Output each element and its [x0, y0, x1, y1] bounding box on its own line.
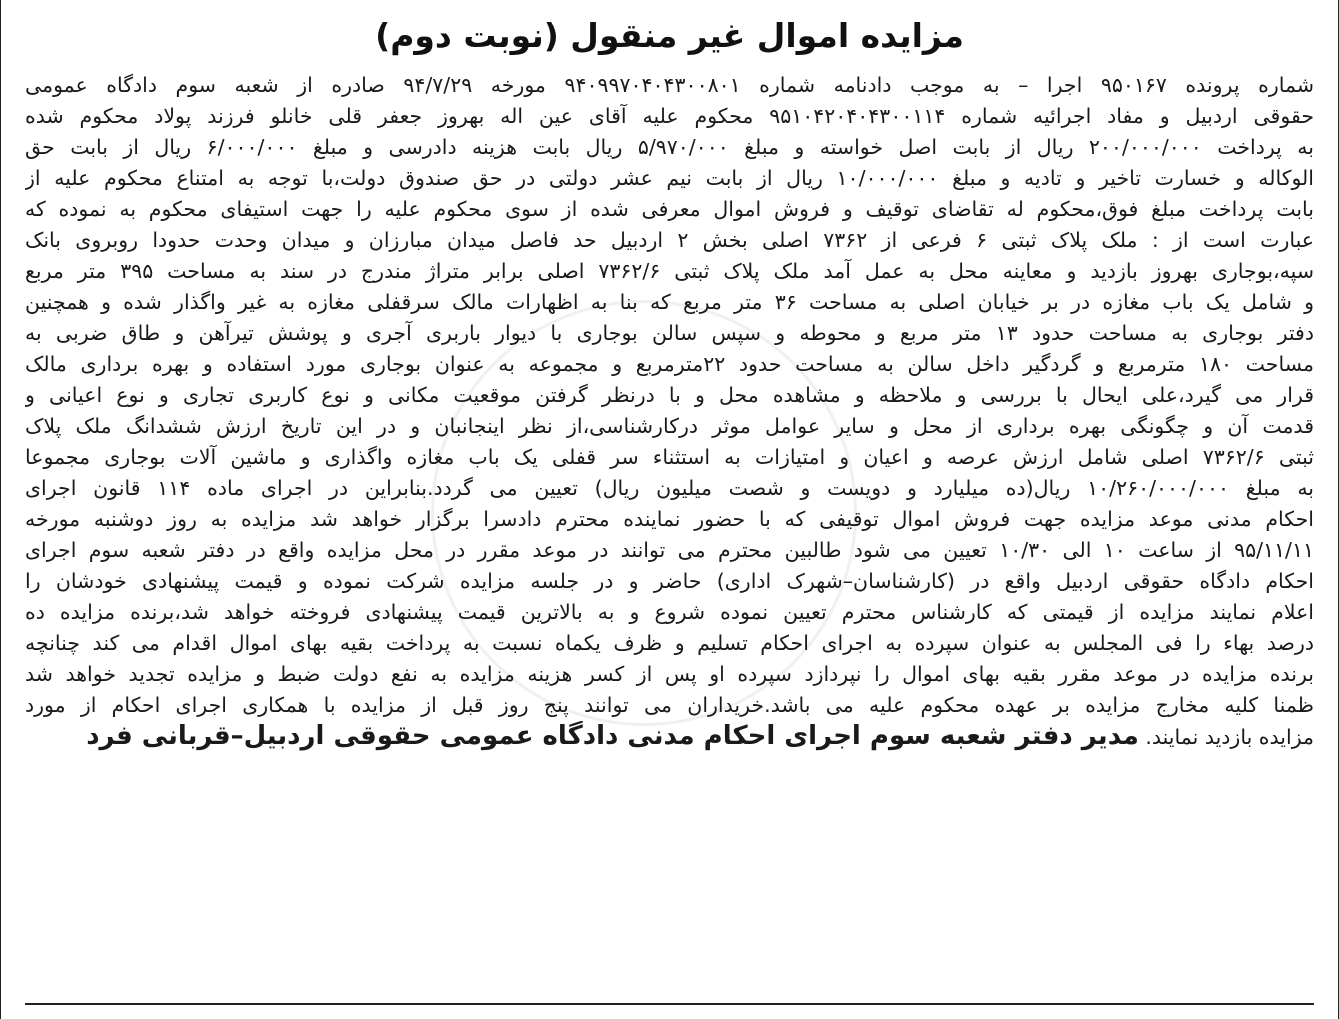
body-line: ۹۵/۱۱/۱۱ از ساعت ۱۰ الی ۱۰/۳۰ تعیین می شود طالبین محترم می توانند در موعد مقرر در محل مزایده واقع در دفتر شعبه سوم اجرای [25, 538, 1314, 562]
body-line: ثبتی ۷۳۶۲/۶ اصلی شامل ارزش عرصه و اعیان و امتیازات به استثناء سر قفلی یک باب مغازه واگذاری و ماشین آلات بوجاری مجموعا [25, 445, 1314, 469]
body-line: قدمت آن و چگونگی بهره برداری از محل و سایر عوامل موثر درکارشناسی،از نظر اینجانبان و در این تاریخ ارزش ششدانگ ملک پلاک [25, 414, 1314, 438]
body-line: احکام مدنی موعد مزایده جهت فروش اموال توقیفی که با حضور نماینده محترم دادسرا برگزار خواهد شد مزایده به روز دوشنبه مورخه [25, 507, 1314, 531]
body-line: مساحت ۱۸۰ مترمربع و گردگیر داخل سالن به مساحت حدود ۲۲مترمربع و مجموعه به عنوان بوجاری مورد استفاده و بهره برداری مالک [25, 352, 1314, 376]
body-line: الوکاله و خسارت تاخیر و تادیه و مبلغ ۱۰/۰۰۰/۰۰۰ ریال از بابت نیم عشر دولتی در حق صندوق دولت،با توجه به امتناع محکوم علیه از [25, 166, 1314, 190]
body-line: عبارت است از : ملک پلاک ثبتی ۶ فرعی از ۷۳۶۲ اصلی بخش ۲ اردبیل حد فاصل میدان مبارزان و میدان وحدت حدودا روبروی بانک [25, 228, 1314, 252]
body-line: درصد بهاء را فی المجلس به عنوان سپرده به اجرای احکام تسلیم و ظرف یکماه نسبت به پرداخت بقیه بهای اموال اقدام می کند چنانچه [25, 631, 1314, 655]
body-line: بابت پرداخت مبلغ فوق،محکوم له تقاضای توقیف و فروش اموال معرفی شده از سوی محکوم علیه را جهت استیفای محکوم به نموده که [25, 197, 1314, 221]
body-line: به پرداخت ۲۰۰/۰۰۰/۰۰۰ ریال از بابت اصل خواسته و مبلغ ۵/۹۷۰/۰۰۰ ریال بابت هزینه دادرسی و مبلغ ۶/۰۰۰/۰۰۰ ریال از بابت حق [25, 135, 1314, 159]
body-line: قرار می گیرد،علی ایحال با بررسی و ملاحظه و مشاهده محل و با درنظر گرفتن موقعیت مکانی و نوع کاربری تجاری و نوع اعیانی و [25, 383, 1314, 407]
body-line: احکام دادگاه حقوقی اردبیل واقع در (کارشناسان–شهرک اداری) حاضر و در جلسه مزایده شرکت نموده و قیمت پیشنهادی خودشان را [25, 569, 1314, 593]
notice-body [25, 70, 1314, 753]
bottom-divider [25, 1003, 1314, 1005]
body-line: برنده مزایده در موعد مقرر بقیه بهای اموال را نپردازد سپرده او پس از کسر هزینه مزایده به نفع دولت ضبط و مزایده تجدید خواهد شد [25, 662, 1314, 686]
body-line: اعلام نمایند مزایده از قیمتی که کارشناس محترم تعیین نموده شروع و به بالاترین قیمت پیشنهادی فروخته خواهد شد،برنده مزایده ده [25, 600, 1314, 624]
closing-text: مزایده بازدید نمایند. [1145, 725, 1314, 749]
body-line: سپه،بوجاری بهروز بازدید و معاینه محل به عمل آمد ملک پلاک ثبتی ۷۳۶۲/۶ اصلی برابر متراژ مندرج در سند به مساحت ۳۹۵ متر مربع [25, 259, 1314, 283]
body-line: حقوقی اردبیل و مفاد اجرائیه شماره ۹۵۱۰۴۲۰۴۰۴۳۰۰۱۱۴ محکوم علیه آقای عین اله بهروز جعفر قلی خانلو فرزند پولاد محکوم شده [25, 104, 1314, 128]
signature: مدیر دفتر شعبه سوم اجرای احکام مدنی دادگاه عمومی حقوقی اردبیل–قربانی فرد [86, 721, 1139, 751]
notice-title: مزایده اموال غیر منقول (نوبت دوم) [375, 16, 964, 55]
body-line: به مبلغ ۱۰/۲۶۰/۰۰۰/۰۰۰ ریال(ده میلیارد و دویست و شصت میلیون ریال) تعیین می گردد.بنابراین در اجرای ماده ۱۱۴ قانون اجرای [25, 476, 1314, 500]
closing-line [25, 721, 1314, 753]
body-line: شماره پرونده ۹۵۰۱۶۷ اجرا – به موجب دادنامه شماره ۹۴۰۹۹۷۰۴۰۴۳۰۰۸۰۱ مورخه ۹۴/۷/۲۹ صادره از شعبه سوم دادگاه عمومی [25, 73, 1314, 97]
body-line: و شامل یک باب مغازه در بر خیابان اصلی به مساحت ۳۶ متر مربع که بنا به اظهارات مالک سرقفلی مغازه به غیر واگذار شده و همچنین [25, 290, 1314, 314]
body-line: دفتر بوجاری به مساحت حدود ۱۳ متر مربع و محوطه و سپس سالن بوجاری با دیوار باربری آجری و پوشش تیرآهن و طاق ضربی به [25, 321, 1314, 345]
body-line: ظمنا کلیه مخارج مزایده بر عهده محکوم علیه می باشد.خریداران می توانند پنج روز قبل از مزایده با همکاری اجرای احکام از مورد [25, 693, 1314, 717]
